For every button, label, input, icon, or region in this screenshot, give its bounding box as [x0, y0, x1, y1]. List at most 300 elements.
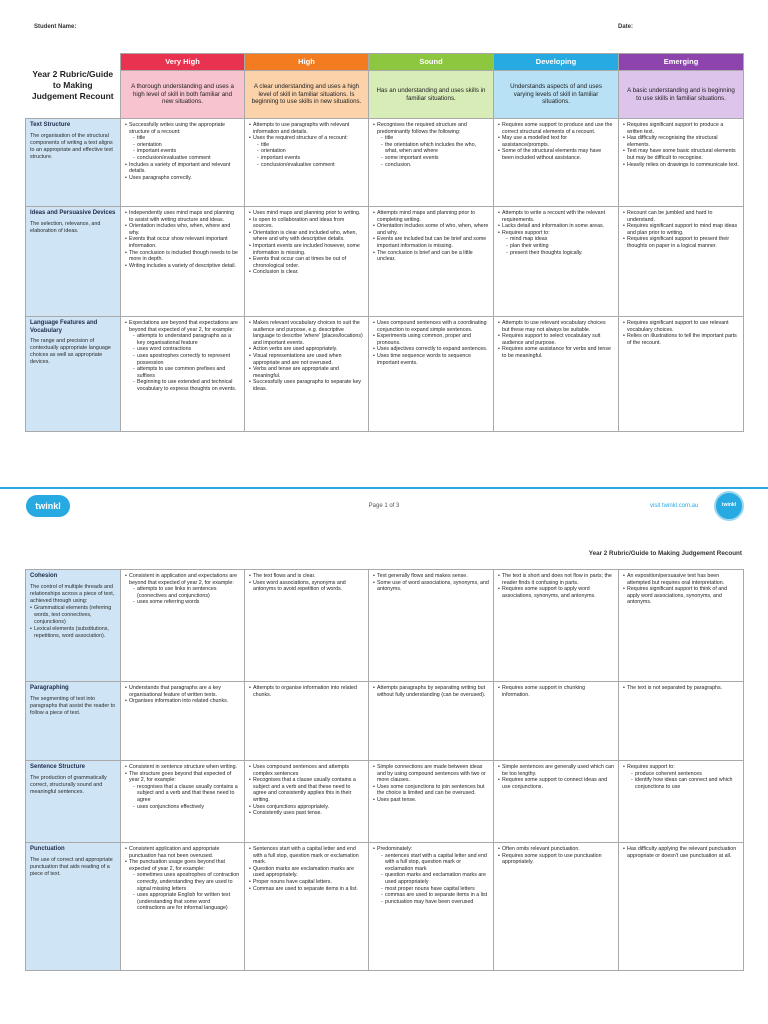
rubric-point-text: An exposition/persuasive text has been attempted but requires oral interpretation. — [627, 573, 725, 586]
quality-badge-text: twinkl — [721, 502, 737, 508]
rubric-cell — [494, 843, 619, 971]
rubric-point — [249, 886, 364, 893]
rubric-point — [249, 353, 364, 366]
rubric-subpoint: - Beginning to use extended and technical vocabulary to express thoughts on events. — [133, 379, 240, 392]
rubric-point — [498, 210, 614, 223]
rubric-cell — [121, 207, 245, 317]
rubric-point — [373, 580, 489, 593]
rubric-cell-list — [373, 122, 489, 168]
rubric-cell — [494, 317, 619, 432]
rubric-cell-list — [125, 573, 240, 606]
rubric-point-text: Consistent in application and expectations are beyond that expected of year 2, for example: — [129, 573, 238, 586]
rubric-point-text: Writing includes a variety of descriptive detail. — [129, 262, 237, 269]
rubric-cell — [245, 317, 369, 432]
rubric-point-text: Is open to collaboration and ideas from sources. — [253, 216, 345, 230]
rubric-point — [249, 580, 364, 593]
rubric-cell-list — [373, 210, 489, 263]
rubric-point — [249, 217, 364, 230]
rubric-point — [623, 148, 739, 161]
rubric-cell-list — [623, 122, 739, 168]
rubric-point-text: Text may have some basic structural elements but may be difficult to recognise. — [627, 148, 736, 162]
rubric-cell-list — [623, 764, 739, 790]
rubric-subpoint: - sometimes uses apostrophes of contraction correctly, understanding they are used to signal missing letters — [133, 872, 240, 892]
rubric-cell-list — [249, 846, 364, 892]
rubric-point — [373, 250, 489, 263]
rubric-point-text: Visual representations are used when appropriate and are not overused. — [253, 353, 342, 366]
criteria-row — [26, 843, 744, 971]
footer-url-link[interactable]: visit twinkl.com.au — [650, 503, 699, 509]
rubric-point-text: Recognises that a clause usually contains a subject and a verb and that these need to agree and consistently applies this in their writing. — [253, 777, 356, 804]
rubric-point-text: Simple connections are made between ideas and by using compound sentences with two or more clauses. — [377, 764, 486, 784]
rubric-subpoint: - some important events — [381, 155, 489, 162]
rubric-cell-list — [125, 846, 240, 912]
rubric-point — [498, 230, 614, 256]
rubric-point-text: Uses compound sentences with a coordinating conjunction to expand simple sentences. — [377, 320, 487, 333]
rubric-point-text: Recount can be jumbled and hard to understand. — [627, 210, 713, 223]
rubric-point — [498, 320, 614, 333]
rubric-point-text: Uses mind maps and planning prior to writing. — [253, 210, 361, 216]
rubric-cell — [619, 682, 744, 761]
criteria-row — [26, 207, 744, 317]
rubric-point-text: Some use of word associations, synonyms, and antonyms. — [377, 579, 489, 593]
rubric-subpoint-list — [133, 135, 240, 161]
rubric-cell — [121, 119, 245, 207]
rubric-point — [373, 236, 489, 249]
rubric-point-text: Consistently uses past tense. — [253, 810, 322, 817]
rubric-point-text: Events are included but can be brief and some important information is missing. — [377, 236, 487, 250]
rubric-subpoint: - present their thoughts logically. — [506, 250, 614, 257]
rubric-subpoint: - important events — [133, 148, 240, 155]
rubric-subpoint: - sentences start with a capital letter and end with a full stop, question mark or exclamation mark — [381, 853, 489, 873]
rubric-title: Year 2 Rubric/Guide to Making Judgement Recount — [26, 54, 121, 119]
level-emerging-description: A basic understanding and is beginning to use skills in familiar situations. — [619, 71, 744, 119]
rubric-point — [249, 256, 364, 269]
rubric-point — [373, 320, 489, 333]
rubric-subpoint: - recognises that a clause usually contains a subject and a verb and that these need to agree — [133, 784, 240, 804]
rubric-point — [249, 269, 364, 276]
rubric-point — [249, 810, 364, 817]
level-developing: Developing — [494, 54, 619, 71]
rubric-point-text: Requires significant support to mind map ideas and plan prior to writing. — [627, 223, 738, 236]
criteria-cell — [26, 682, 121, 761]
criteria-title: Sentence Structure — [30, 764, 86, 770]
rubric-point-text: Consistent in sentence structure when writing. — [129, 764, 238, 770]
rubric-cell — [369, 317, 494, 432]
rubric-point-text: Events that occur can at times be out of chronological order. — [253, 256, 347, 269]
rubric-point — [623, 586, 739, 606]
criteria-description-item: • Lexical elements (substitutions, repetitions, word association). — [30, 626, 116, 640]
footer-divider — [0, 487, 768, 489]
rubric-point-text: Has difficulty applying the relevant punctuation appropriate or doesn't use punctuation at all. — [627, 846, 737, 859]
rubric-cell-list — [623, 685, 739, 692]
rubric-cell — [245, 843, 369, 971]
rubric-cell — [121, 761, 245, 843]
rubric-point — [623, 685, 739, 692]
criteria-row — [26, 119, 744, 207]
rubric-subpoint-list — [381, 853, 489, 906]
rubric-cell-list — [125, 122, 240, 181]
criteria-cell — [26, 207, 121, 317]
rubric-cell-list — [373, 573, 489, 593]
rubric-subpoint: - conclusion/evaluative comment — [133, 155, 240, 162]
rubric-point-text: Attempts to write a recount with the relevant requirements. — [502, 210, 606, 223]
rubric-point — [498, 148, 614, 161]
rubric-point — [373, 846, 489, 905]
rubric-point-text: Requires some support in chunking information. — [502, 685, 586, 698]
rubric-cell-list — [373, 764, 489, 804]
criteria-description: The selection, relevance, and elaboration of ideas. — [30, 220, 101, 234]
rubric-point — [623, 573, 739, 586]
rubric-cell — [619, 119, 744, 207]
rubric-point — [249, 243, 364, 256]
rubric-point-text: The text flows and is clear. — [253, 573, 316, 579]
criteria-row — [26, 761, 744, 843]
rubric-cell — [369, 207, 494, 317]
rubric-point — [498, 122, 614, 135]
rubric-point — [125, 685, 240, 698]
rubric-point — [249, 320, 364, 346]
rubric-cell-list — [249, 210, 364, 276]
rubric-point — [623, 162, 739, 169]
criteria-description: The control of multiple threads and relationships across a piece of text, achieved through using: — [30, 583, 115, 604]
rubric-cell — [494, 207, 619, 317]
rubric-cell — [121, 570, 245, 682]
page-number: Page 1 of 3 — [368, 503, 400, 509]
rubric-point-text: Includes a variety of important and relevant details. — [129, 161, 231, 175]
rubric-cell-list — [125, 320, 240, 393]
rubric-point — [125, 223, 240, 236]
rubric-point — [125, 846, 240, 859]
rubric-point-text: Verbs and tense are appropriate and meaningful. — [253, 366, 339, 379]
rubric-point-text: Has difficulty recognising the structural elements. — [627, 135, 718, 148]
rubric-point — [125, 573, 240, 606]
rubric-point-text: Requires significant support to present their thoughts on paper in a logical manner. — [627, 236, 730, 250]
rubric-point-text: Requires some support to use punctuation appropriately. — [502, 852, 602, 866]
rubric-cell-list — [249, 685, 364, 698]
rubric-point — [623, 135, 739, 148]
level-very-high: Very High — [121, 54, 245, 71]
rubric-cell — [245, 119, 369, 207]
rubric-point — [125, 764, 240, 771]
rubric-point — [498, 573, 614, 586]
rubric-cell-list — [498, 573, 614, 599]
rubric-point-text: Uses compound sentences and attempts complex sentences — [253, 764, 349, 777]
rubric-point — [249, 135, 364, 168]
rubric-subpoint: - attempts to use common prefixes and suffixes — [133, 366, 240, 379]
rubric-cell-list — [125, 685, 240, 705]
rubric-point — [373, 764, 489, 784]
criteria-cell — [26, 761, 121, 843]
rubric-point-text: Consistent application and appropriate punctuation has not been overused. — [129, 846, 220, 859]
rubric-point-text: Sentences start with a capital letter and end with a full stop, question mark or exclamation mark. — [253, 846, 359, 866]
rubric-cell — [245, 682, 369, 761]
rubric-point — [249, 366, 364, 379]
rubric-point — [373, 346, 489, 353]
rubric-point — [623, 223, 739, 236]
rubric-subpoint-list — [381, 135, 489, 168]
page-2-title: Year 2 Rubric/Guide to Making Judgement Recount — [588, 550, 742, 557]
rubric-subpoint: - important events — [257, 155, 364, 162]
rubric-point-text: Conclusion is clear. — [253, 269, 299, 276]
rubric-cell — [245, 761, 369, 843]
rubric-subpoint: - conclusion. — [381, 162, 489, 169]
rubric-subpoint: - punctuation may have been overused — [381, 899, 489, 906]
rubric-point-text: Successfully uses paragraphs to separate key ideas. — [253, 379, 362, 393]
rubric-point-text: Organises information into related chunks. — [129, 698, 229, 705]
rubric-point-text: May use a modelled text for assistance/prompts. — [502, 135, 568, 148]
rubric-point-text: Uses time sequence words to sequence important events. — [377, 353, 471, 366]
rubric-cell-list — [498, 210, 614, 256]
rubric-subpoint-list — [506, 236, 614, 256]
rubric-subpoint-list — [257, 142, 364, 168]
rubric-point-text: Attempts to use relevant vocabulary choices but these may not always be suitable. — [502, 320, 606, 333]
rubric-point — [125, 236, 240, 249]
rubric-cell-list — [125, 764, 240, 810]
rubric-subpoint: - uses word contractions — [133, 346, 240, 353]
rubric-point — [249, 346, 364, 353]
level-very-high-description: A thorough understanding and uses a high level of skill in both familiar and new situations. — [121, 71, 245, 119]
rubric-point — [249, 379, 364, 392]
rubric-point-text: Uses past tense. — [377, 797, 417, 804]
rubric-point-text: Text generally flows and makes sense. — [377, 573, 468, 579]
rubric-point — [249, 210, 364, 217]
rubric-cell — [494, 119, 619, 207]
rubric-point-text: Independently uses mind maps and planning to assist with writing structure and ideas. — [129, 210, 235, 223]
criteria-title: Paragraphing — [30, 685, 69, 691]
criteria-cell — [26, 119, 121, 207]
rubric-point-text: Orientation is clear and included who, when, where and why with descriptive details. — [253, 229, 357, 243]
criteria-cell — [26, 843, 121, 971]
rubric-point — [249, 879, 364, 886]
rubric-point — [373, 210, 489, 223]
level-high-description: A clear understanding and uses a high level of skill in familiar situations. Is beginning to use skills in new situations. — [245, 71, 369, 119]
criteria-description: The segmenting of text into paragraphs that assist the reader to follow a piece of text. — [30, 695, 116, 716]
rubric-cell — [369, 761, 494, 843]
rubric-point-text: Question marks are exclamation marks are used appropriately. — [253, 865, 354, 879]
rubric-point-text: Requires support to: — [502, 229, 550, 236]
rubric-point — [498, 346, 614, 359]
rubric-point — [623, 764, 739, 790]
rubric-point-text: The conclusion is included though needs to be more in depth. — [129, 249, 238, 263]
rubric-table-page-1 — [25, 53, 744, 432]
rubric-point — [125, 162, 240, 175]
rubric-point — [623, 333, 739, 346]
rubric-subpoint-list — [133, 784, 240, 810]
rubric-point — [373, 797, 489, 804]
rubric-cell-list — [623, 846, 739, 859]
rubric-point — [623, 320, 739, 333]
rubric-point — [623, 236, 739, 249]
level-emerging: Emerging — [619, 54, 744, 71]
rubric-point — [498, 685, 614, 698]
rubric-point-text: Uses conjunctions appropriately. — [253, 803, 330, 810]
rubric-cell — [619, 843, 744, 971]
criteria-title: Punctuation — [30, 846, 65, 852]
rubric-subpoint-list — [133, 872, 240, 912]
rubric-point-text: Attempts paragraphs by separating writing but without fully understanding (can be overused). — [377, 685, 486, 698]
rubric-point-text: Uses paragraphs correctly. — [129, 174, 192, 181]
rubric-point — [373, 573, 489, 580]
rubric-point-text: Uses the required structure of a recount: — [253, 135, 348, 142]
rubric-point-text: Expectations are beyond that expectations are beyond that expected of year 2, for example: — [129, 320, 238, 333]
rubric-point-text: Makes relevant vocabulary choices to suit the audience and purpose, e.g. descriptive language to describe 'where' (places/locations) and important events. — [253, 320, 363, 346]
rubric-subpoint: - uses apostrophes correctly to represent possession — [133, 353, 240, 366]
rubric-cell-list — [498, 122, 614, 162]
rubric-point-text: Predominately: — [377, 846, 413, 852]
rubric-point — [249, 685, 364, 698]
rubric-cell-list — [373, 846, 489, 905]
rubric-point — [373, 223, 489, 236]
rubric-point-text: Proper nouns have capital letters. — [253, 879, 332, 886]
rubric-point-text: Requires significant support to think of and apply word associations, synonyms, and antonyms. — [627, 586, 728, 606]
rubric-cell-list — [373, 685, 489, 698]
rubric-point-text: Often omits relevant punctuation. — [502, 846, 580, 852]
rubric-cell — [494, 682, 619, 761]
rubric-cell — [121, 317, 245, 432]
criteria-rows-page-1 — [26, 119, 744, 432]
rubric-subpoint: - commas are used to separate items in a list — [381, 892, 489, 899]
rubric-point — [623, 210, 739, 223]
rubric-point — [498, 223, 614, 230]
rubric-cell — [619, 761, 744, 843]
rubric-cell-list — [498, 846, 614, 866]
rubric-point — [125, 771, 240, 811]
rubric-point — [373, 122, 489, 168]
rubric-cell — [121, 843, 245, 971]
rubric-cell — [494, 761, 619, 843]
date-label: Date: — [618, 24, 634, 30]
rubric-cell — [369, 843, 494, 971]
rubric-subpoint: - title — [381, 135, 489, 142]
rubric-point — [373, 784, 489, 797]
rubric-subpoint: - uses some referring words — [133, 599, 240, 606]
rubric-point-text: Requires some support to connect ideas and use conjunctions. — [502, 777, 608, 790]
rubric-point — [249, 230, 364, 243]
level-developing-description: Understands aspects of and uses varying levels of skill in familiar situations. — [494, 71, 619, 119]
rubric-subpoint: - most proper nouns have capital letters — [381, 886, 489, 893]
rubric-subpoint: - title — [133, 135, 240, 142]
rubric-subpoint: - produce coherent sentences — [631, 771, 739, 778]
criteria-row — [26, 317, 744, 432]
rubric-point-text: Some of the structural elements may have been included without assistance. — [502, 148, 602, 162]
rubric-cell-list — [125, 210, 240, 269]
rubric-point-text: Requires support to: — [627, 764, 675, 770]
rubric-cell-list — [249, 573, 364, 593]
rubric-cell-list — [623, 573, 739, 606]
rubric-subpoint: - orientation — [133, 142, 240, 149]
level-header-row — [26, 54, 744, 71]
rubric-subpoint-list — [631, 771, 739, 791]
rubric-cell-list — [623, 320, 739, 346]
rubric-point — [498, 586, 614, 599]
rubric-point-text: The conclusion is brief and can be a little unclear. — [377, 249, 473, 263]
rubric-point-text: Requires support to select vocabulary suit audience and purpose. — [502, 333, 601, 346]
rubric-cell — [121, 682, 245, 761]
rubric-cell-list — [498, 685, 614, 698]
criteria-row — [26, 682, 744, 761]
criteria-title: Ideas and Persuasive Devices — [30, 210, 116, 216]
rubric-cell-list — [373, 320, 489, 366]
rubric-subpoint: - title — [257, 142, 364, 149]
rubric-point — [498, 846, 614, 853]
rubric-point-text: Simple sentences are generally used which can be too lengthy. — [502, 764, 614, 777]
rubric-subpoint-list — [133, 586, 240, 606]
rubric-point — [125, 263, 240, 270]
level-sound: Sound — [369, 54, 494, 71]
rubric-cell — [245, 207, 369, 317]
rubric-cell — [369, 682, 494, 761]
rubric-subpoint: - attempts to understand paragraphs as a key organisational feature — [133, 333, 240, 346]
rubric-point-text: The punctuation usage goes beyond that expected of year 2, for example: — [129, 859, 226, 872]
rubric-point — [249, 804, 364, 811]
rubric-table-page-2 — [25, 569, 744, 971]
level-high: High — [245, 54, 369, 71]
rubric-point-text: Requires some support to produce and use the correct structural elements of a recount. — [502, 122, 613, 135]
rubric-point — [249, 777, 364, 803]
rubric-subpoint: - uses appropriate English for written text (understanding that some word contractions are for informal language) — [133, 892, 240, 912]
rubric-point — [125, 175, 240, 182]
criteria-title: Text Structure — [30, 122, 71, 128]
rubric-point-text: Commas are used to separate items in a list. — [253, 885, 358, 892]
rubric-point — [249, 866, 364, 879]
rubric-point — [125, 122, 240, 162]
rubric-cell — [369, 570, 494, 682]
rubric-point-text: Attempts to use paragraphs with relevant information and details. — [253, 122, 350, 135]
rubric-point — [249, 122, 364, 135]
criteria-description: The organisation of the structural components of writing a text aligns to an appropriate and effective text structure. — [30, 132, 113, 160]
rubric-point-text: Attempts mind maps and planning prior to completing writing. — [377, 210, 476, 223]
rubric-point-text: Understands that paragraphs are a key organisational feature of written texts. — [129, 685, 221, 698]
rubric-point — [125, 320, 240, 393]
rubric-point-text: Uses some conjunctions to join sentences but the choice is limited and can be overused. — [377, 783, 485, 797]
rubric-subpoint: - mind map ideas — [506, 236, 614, 243]
rubric-point — [623, 846, 739, 859]
rubric-point-text: Orientation includes some of who, when, where and why. — [377, 223, 489, 236]
rubric-point-text: Orientation includes who, when, where and why. — [129, 223, 231, 236]
rubric-point-text: Heavily relies on drawings to communicate text. — [627, 161, 739, 168]
rubric-point-text: Lacks detail and information in some areas. — [502, 223, 605, 230]
rubric-cell-list — [623, 210, 739, 250]
criteria-description: The range and precision of contextually appropriate language choices as well as appropriate devices. — [30, 338, 111, 366]
criteria-description: The production of grammatically correct, structurally sound and meaningful sentences. — [30, 774, 107, 795]
rubric-point — [125, 698, 240, 705]
rubric-subpoint: - conclusion/evaluative comment — [257, 162, 364, 169]
rubric-cell-list — [249, 320, 364, 393]
rubric-point-text: Important events are included however, some information is missing. — [253, 243, 360, 256]
rubric-point-text: The text is not separated by paragraphs. — [627, 685, 723, 691]
rubric-point-text: Recognises the required structure and predominantly follows the following: — [377, 122, 467, 135]
rubric-point — [125, 250, 240, 263]
rubric-point — [623, 122, 739, 135]
rubric-point-text: Requires significant support to use relevant vocabulary choices. — [627, 320, 729, 333]
criteria-rows-page-2 — [26, 570, 744, 971]
rubric-cell-list — [249, 122, 364, 168]
criteria-row — [26, 570, 744, 682]
rubric-point — [498, 135, 614, 148]
rubric-subpoint: - plan their writing — [506, 243, 614, 250]
rubric-point — [249, 846, 364, 866]
rubric-point-text: Requires significant support to produce a written text. — [627, 122, 724, 135]
rubric-point-text: Attempts to organise information into related chunks. — [253, 685, 357, 698]
rubric-cell — [245, 570, 369, 682]
rubric-cell-list — [498, 764, 614, 790]
criteria-description: The use of correct and appropriate punctuation that aids reading of a piece of text. — [30, 856, 113, 877]
rubric-subpoint: - orientation — [257, 148, 364, 155]
twinkl-logo: twinkl — [26, 495, 70, 517]
criteria-cell — [26, 317, 121, 432]
rubric-point — [373, 333, 489, 346]
rubric-point-text: Relies on illustrations to tell the important parts of the recount. — [627, 333, 737, 346]
